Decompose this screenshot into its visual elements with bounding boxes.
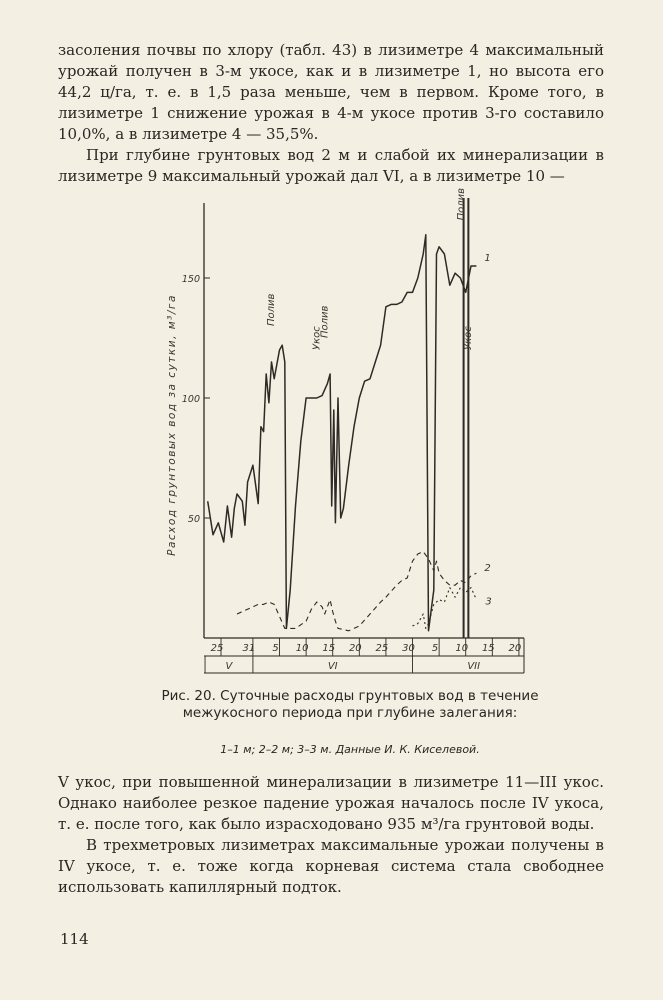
x-tick-label: 15 [322, 643, 336, 654]
x-tick-label: 5 [272, 643, 279, 654]
paragraph-4: В трехметровых лизиметрах максимальные урожаи получены в IV укосе, т. е. тоже когда корневая система стала свободнее использовать капиллярный подток. [58, 836, 604, 896]
y-tick-label: 100 [181, 394, 200, 405]
series-label: 2 [484, 562, 491, 574]
month-label: VI [327, 661, 338, 672]
paragraph-2: При глубине грунтовых вод 2 м и слабой их минерализации в лизиметре 9 максимальный урожай дал VI, а в лизиметре 10 — [58, 146, 604, 185]
x-tick-label: 25 [375, 643, 389, 654]
paragraph-3: V укос, при повышенной минерализации в лизиметре 11—III укос. Однако наиболее резкое падение урожая началось после IV укоса, т. е. после того, как было израсходовано 935 м³/га грунтовой воды. [58, 773, 604, 833]
x-tick-label: 20 [508, 643, 522, 654]
paragraph-1: засоления почвы по хлору (табл. 43) в лизиметре 4 максимальный урожай получен в 3-м укосе, как и в лизиметре 1, но высота его 44,2 ц/га, т. е. в 1,5 раза меньше, чем в первом. Кроме того, в лизиметре 1 снижение урожая в 4-м укосе против 3-го составило 10,0%, а в лизиметре 4 — 35,5%. [58, 41, 604, 143]
x-tick-label: 10 [295, 643, 309, 654]
month-label: VII [467, 661, 481, 672]
series-label: 3 [485, 596, 492, 608]
x-tick-label: 30 [402, 643, 415, 654]
event-annotation: Полив [456, 187, 468, 221]
x-tick-label: 25 [210, 643, 224, 654]
series-3-line [413, 588, 477, 629]
text-block-bottom [58, 772, 604, 898]
event-annotation: Укос [463, 326, 475, 350]
series-2-line [237, 552, 476, 631]
y-axis-label: Расход грунтовых вод за сутки, м³/га [166, 294, 178, 556]
figure-caption-legend: 1–1 м; 2–2 м; 3–3 м. Данные И. К. Киселевой. [220, 743, 480, 756]
page-number: 114 [60, 930, 89, 948]
x-tick-label: 20 [348, 643, 362, 654]
event-annotation: Полив [319, 305, 331, 338]
x-tick-label: 15 [481, 643, 495, 654]
figure-caption: Рис. 20. Суточные расходы грунтовых вод в течение межукосного периода при глубине залегания: [161, 688, 539, 721]
month-label: V [225, 661, 233, 672]
event-annotation: Укос [311, 326, 323, 350]
event-annotation: Полив [266, 293, 278, 326]
series-label: 1 [484, 253, 491, 265]
x-tick-label: 5 [431, 643, 439, 654]
x-tick-label: 10 [455, 643, 469, 654]
y-tick-label: 50 [187, 514, 200, 525]
series-1-line [208, 235, 477, 631]
y-tick-label: 150 [181, 274, 200, 285]
x-tick-label: 31 [242, 643, 256, 654]
